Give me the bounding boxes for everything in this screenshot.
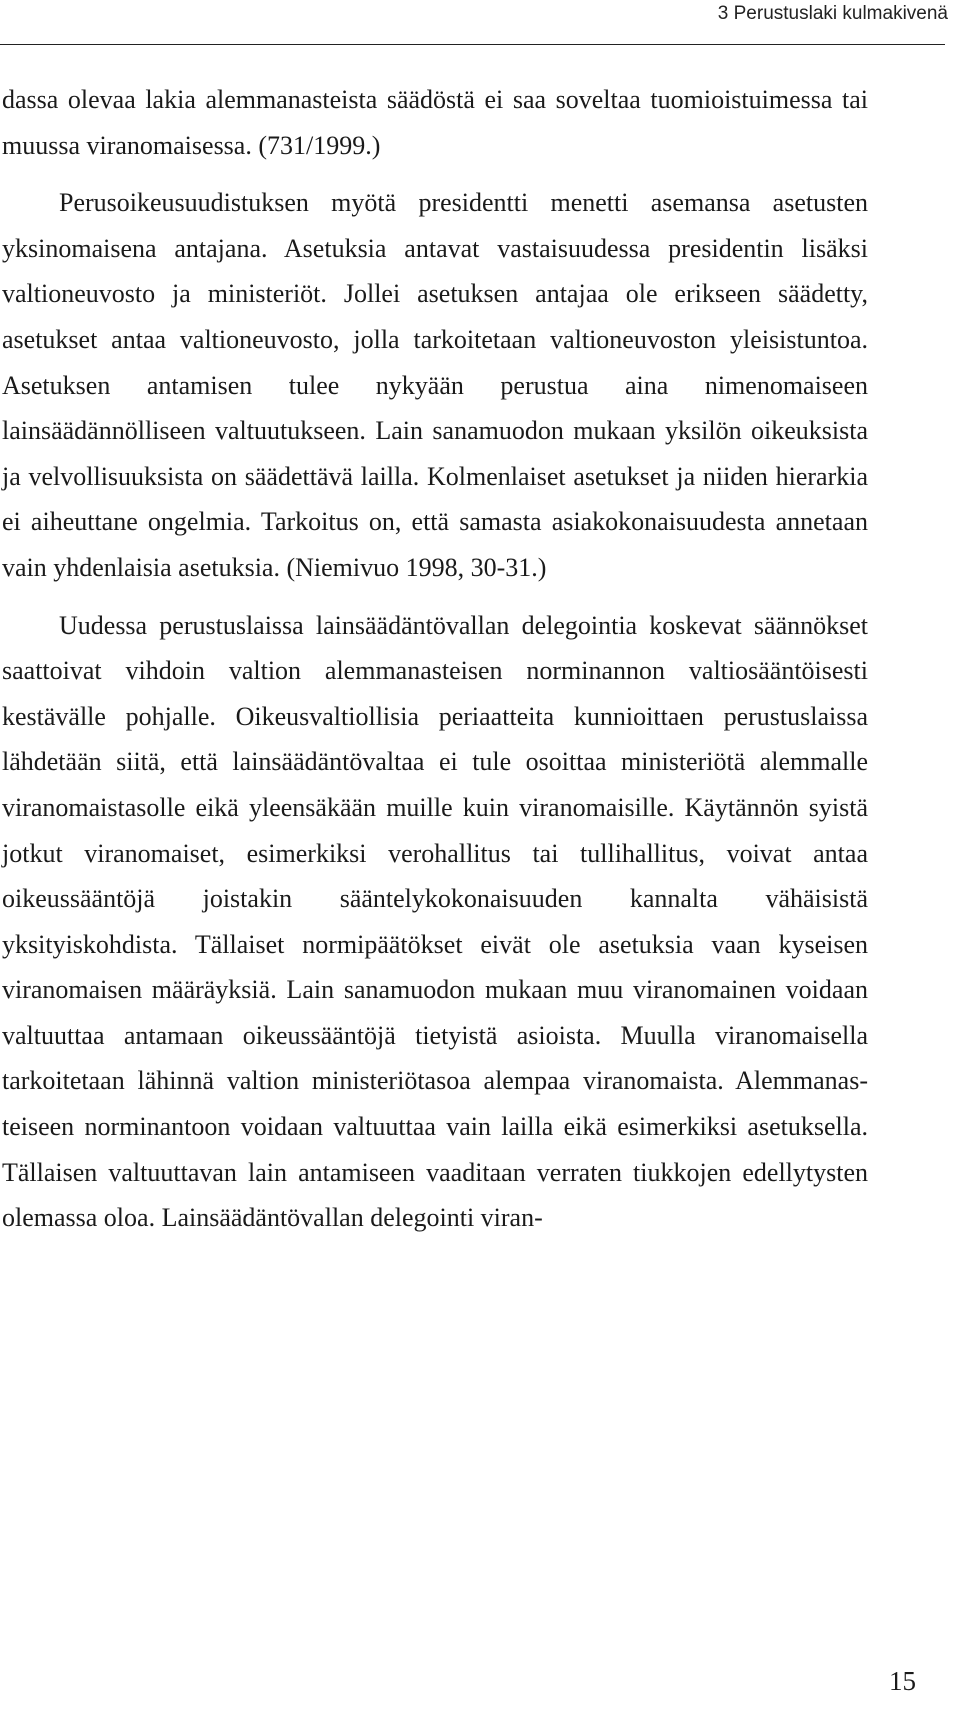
- body-text: [2, 77, 868, 1241]
- page-number: 15: [889, 1666, 916, 1696]
- paragraph: Perusoikeusuudistuksen myötä presidentti menetti asemansa asetusten yksinomaisena antajana. Asetuksia antavat vastaisuudessa presidentin lisäksi valtioneuvosto ja ministeriöt. Jollei asetuksen antajaa ole erikseen säädetty, asetukset antaa valtioneuvosto, jolla tarkoitetaan valtioneuvoston yleisistuntoa. Asetuksen antamisen tulee nykyään perustua aina nimenomaiseen lainsäädännölliseen valtuutukseen. Lain sanamuodon mukaan yksilön oikeuksista ja velvollisuuksista on säädettävä lailla. Kolmenlaiset asetukset ja niiden hierarkia ei aiheuttane ongelmia. Tarkoitus on, että samasta asiakokonaisuudesta annetaan vain yhdenlaisia asetuksia. (Niemivuo 1998, 30-31.): [2, 188, 868, 582]
- paragraph: Uudessa perustuslaissa lainsäädäntövallan delegointia koskevat säännökset saattoivat vihdoin valtion alemmanasteisen norminannon valtiosääntöisesti kestävälle pohjalle. Oikeusvaltiollisia periaatteita kunnioittaen perustuslaissa lähdetään siitä, että lainsäädäntövaltaa ei tule osoittaa ministeriötä alemmalle viranomaistasolle eikä yleensäkään muille kuin viranomaisille. Käytännön syistä jotkut viranomaiset, esimerkiksi verohallitus tai tullihallitus, voivat antaa oikeussääntöjä joistakin sääntelykokonaisuuden kannalta vähäisistä yksityiskohdista. Tällaiset normipäätökset eivät ole asetuksia vaan kyseisen viranomaisen määräyksiä. Lain sanamuodon mukaan muu viranomainen voidaan valtuuttaa antamaan oikeussääntöjä tietyistä asioista. Muulla viranomaisella tarkoitetaan lähinnä valtion ministeriötasoa alempaa viranomaista. Alemmanasteiseen norminantoon voidaan valtuuttaa vain lailla eikä esimerkiksi asetuksella. Tällaisen valtuuttavan lain antamiseen vaaditaan verraten tiukkojen edellytysten olemassa oloa. Lainsäädäntövallan delegointi viran-: [2, 610, 868, 1233]
- header-rule: [0, 44, 945, 45]
- paragraph-continuation: dassa olevaa lakia alemmanasteista säädöstä ei saa soveltaa tuomioistuimessa tai muussa viranomaisessa. (731/1999.): [2, 85, 868, 160]
- running-header: 3 Perustuslaki kulmakivenä: [717, 3, 948, 24]
